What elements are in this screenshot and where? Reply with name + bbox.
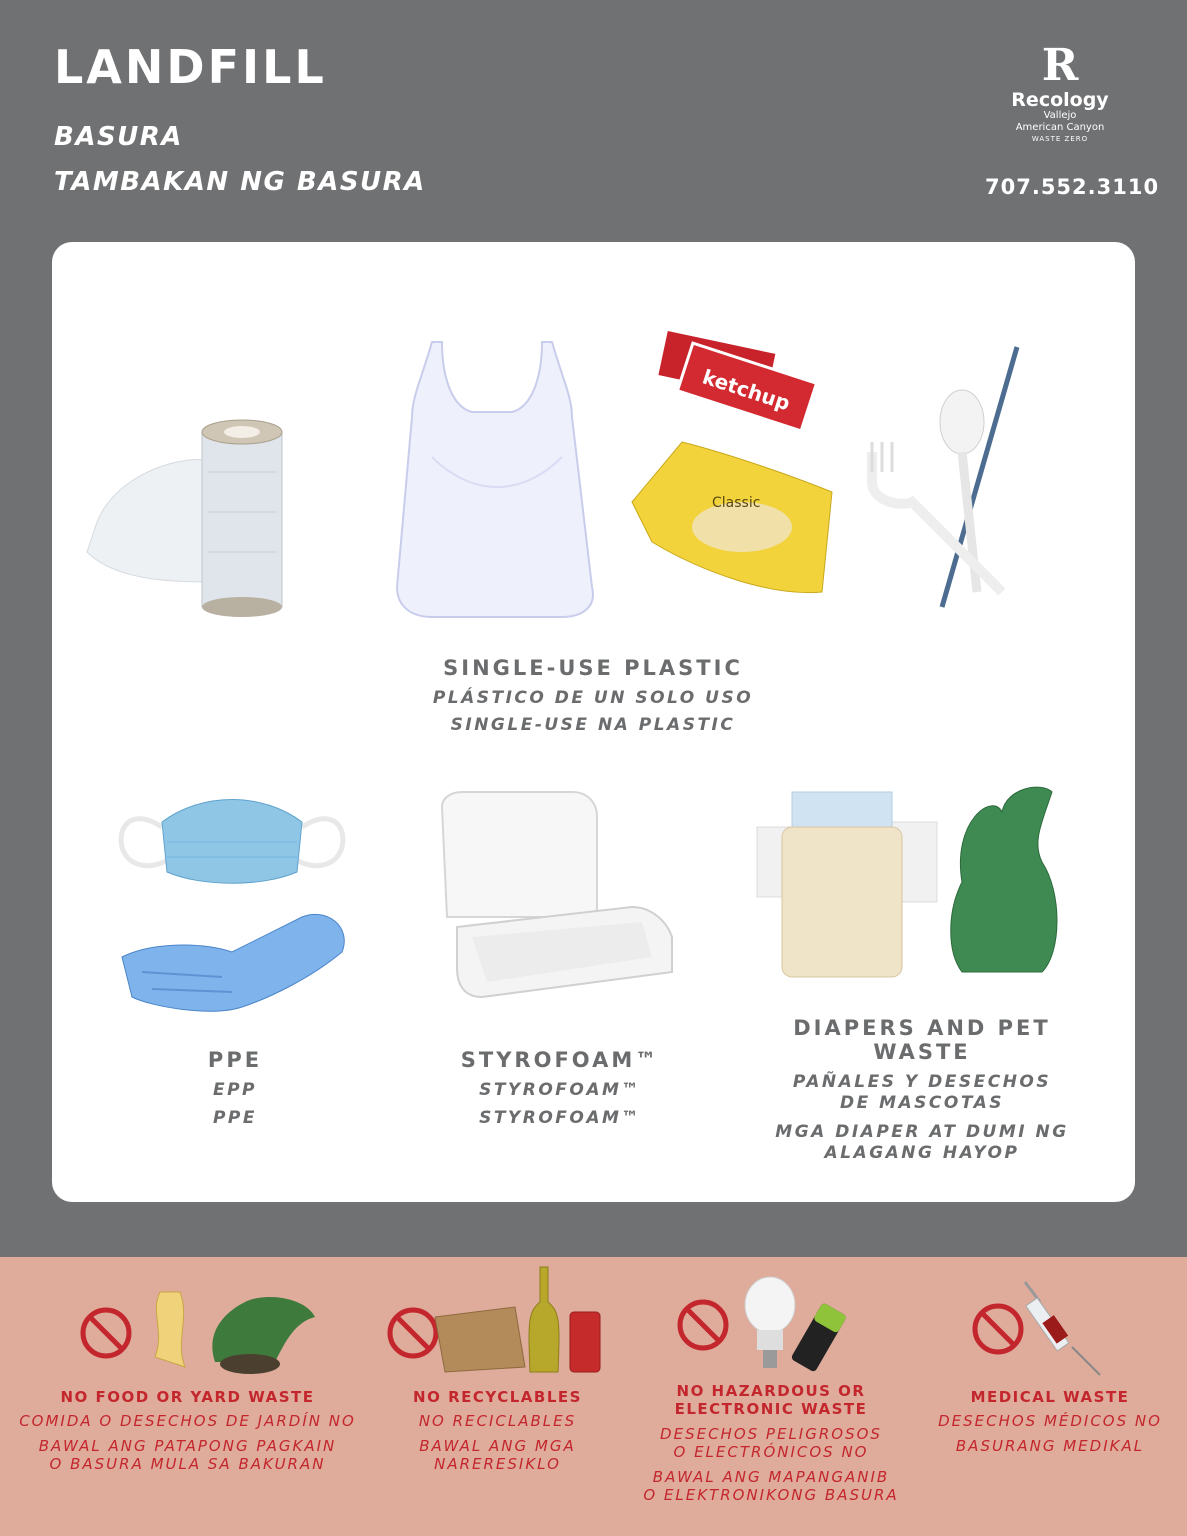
caption-tl: STYROFOAM™ — [479, 1108, 641, 1128]
plastic-utensils-image — [862, 342, 1042, 612]
page-title: LANDFILL — [54, 40, 327, 94]
ketchup-label: ketchup — [699, 364, 794, 416]
caption-en: PPE — [207, 1048, 263, 1072]
no-recyclables-tl-2: NARERESIKLO — [434, 1455, 561, 1473]
subtitle-spanish: BASURA — [54, 122, 183, 152]
no-food-es: COMIDA O DESECHOS DE JARDÍN NO — [19, 1412, 356, 1430]
ketchup-and-chips-image — [622, 322, 852, 612]
syringe-image — [1020, 1277, 1110, 1377]
styrofoam-container-image — [422, 787, 682, 1007]
no-hazardous-heading-2: ELECTRONIC WASTE — [674, 1400, 868, 1418]
no-hazardous-tl-2: O ELEKTRONIKONG BASURA — [643, 1486, 899, 1504]
prohibited-icon — [675, 1297, 731, 1353]
diaper-and-pet-bag-image — [752, 782, 1082, 982]
single-use-plastic-caption — [393, 656, 793, 736]
caption-tl: PPE — [212, 1108, 258, 1128]
caption-es-1: PAÑALES Y DESECHOS — [792, 1072, 1052, 1092]
caption-es-2: DE MASCOTAS — [839, 1093, 1005, 1113]
no-recyclables-section — [395, 1257, 600, 1473]
plastic-wrap-image — [77, 412, 297, 622]
recyclables-image — [430, 1262, 610, 1377]
no-recyclables-heading: NO RECYCLABLES — [413, 1388, 582, 1406]
caption-tl-2: ALAGANG HAYOP — [824, 1143, 1020, 1163]
caption-en: SINGLE-USE PLASTIC — [443, 656, 743, 680]
items-panel — [52, 242, 1135, 1202]
no-food-section — [10, 1257, 365, 1473]
no-food-tl-2: O BASURA MULA SA BAKURAN — [49, 1455, 326, 1473]
diapers-caption — [752, 1016, 1092, 1164]
prohibited-items-footer — [0, 1257, 1187, 1536]
medical-tl: BASURANG MEDIKAL — [955, 1437, 1145, 1455]
subtitle-tagalog: TAMBAKAN NG BASURA — [54, 167, 426, 197]
logo-city: Vallejo — [1043, 110, 1077, 121]
prohibited-icon — [78, 1305, 134, 1361]
logo-mark: R — [1041, 40, 1079, 91]
caption-es: STYROFOAM™ — [479, 1080, 641, 1100]
prohibited-icon — [970, 1301, 1026, 1357]
face-mask-image — [112, 787, 352, 897]
caption-tl-1: MGA DIAPER AT DUMI NG — [775, 1122, 1069, 1142]
medical-heading: MEDICAL WASTE — [970, 1388, 1130, 1406]
styrofoam-caption — [410, 1048, 710, 1129]
no-recyclables-tl-1: BAWAL ANG MGA — [419, 1437, 576, 1455]
no-hazardous-es-2: O ELECTRÓNICOS NO — [673, 1443, 869, 1461]
caption-en: STYROFOAM™ — [460, 1048, 660, 1072]
caption-es: EPP — [212, 1080, 258, 1100]
no-hazardous-section — [640, 1257, 902, 1504]
logo-name: Recology — [1011, 89, 1109, 111]
caption-tl: SINGLE-USE NA PLASTIC — [450, 715, 736, 735]
no-food-heading: NO FOOD OR YARD WASTE — [60, 1388, 315, 1406]
no-hazardous-heading-1: NO HAZARDOUS OR — [676, 1382, 866, 1400]
no-hazardous-tl-1: BAWAL ANG MAPANGANIB — [652, 1468, 890, 1486]
ppe-caption — [135, 1048, 335, 1129]
no-recyclables-es: NO RECICLABLES — [418, 1412, 577, 1430]
caption-es: PLÁSTICO DE UN SOLO USO — [432, 688, 754, 708]
bulb-and-battery-image — [735, 1275, 865, 1375]
no-hazardous-es-1: DESECHOS PELIGROSOS — [660, 1425, 882, 1443]
chips-label: Classic — [712, 495, 761, 511]
logo-city-2: American Canyon — [1015, 122, 1105, 133]
logo-tagline: WASTE ZERO — [1031, 135, 1089, 143]
caption-en: DIAPERS AND PET WASTE — [793, 1016, 1051, 1064]
apple-core-and-plant-image — [145, 1272, 325, 1377]
medical-es: DESECHOS MÉDICOS NO — [938, 1412, 1162, 1430]
no-food-tl-1: BAWAL ANG PATAPONG PAGKAIN — [38, 1437, 337, 1455]
glove-image — [112, 897, 362, 1027]
no-medical-section — [935, 1257, 1165, 1455]
phone-number: 707.552.3110 — [985, 175, 1160, 199]
recology-logo — [1000, 42, 1120, 144]
plastic-bag-image — [392, 337, 602, 622]
